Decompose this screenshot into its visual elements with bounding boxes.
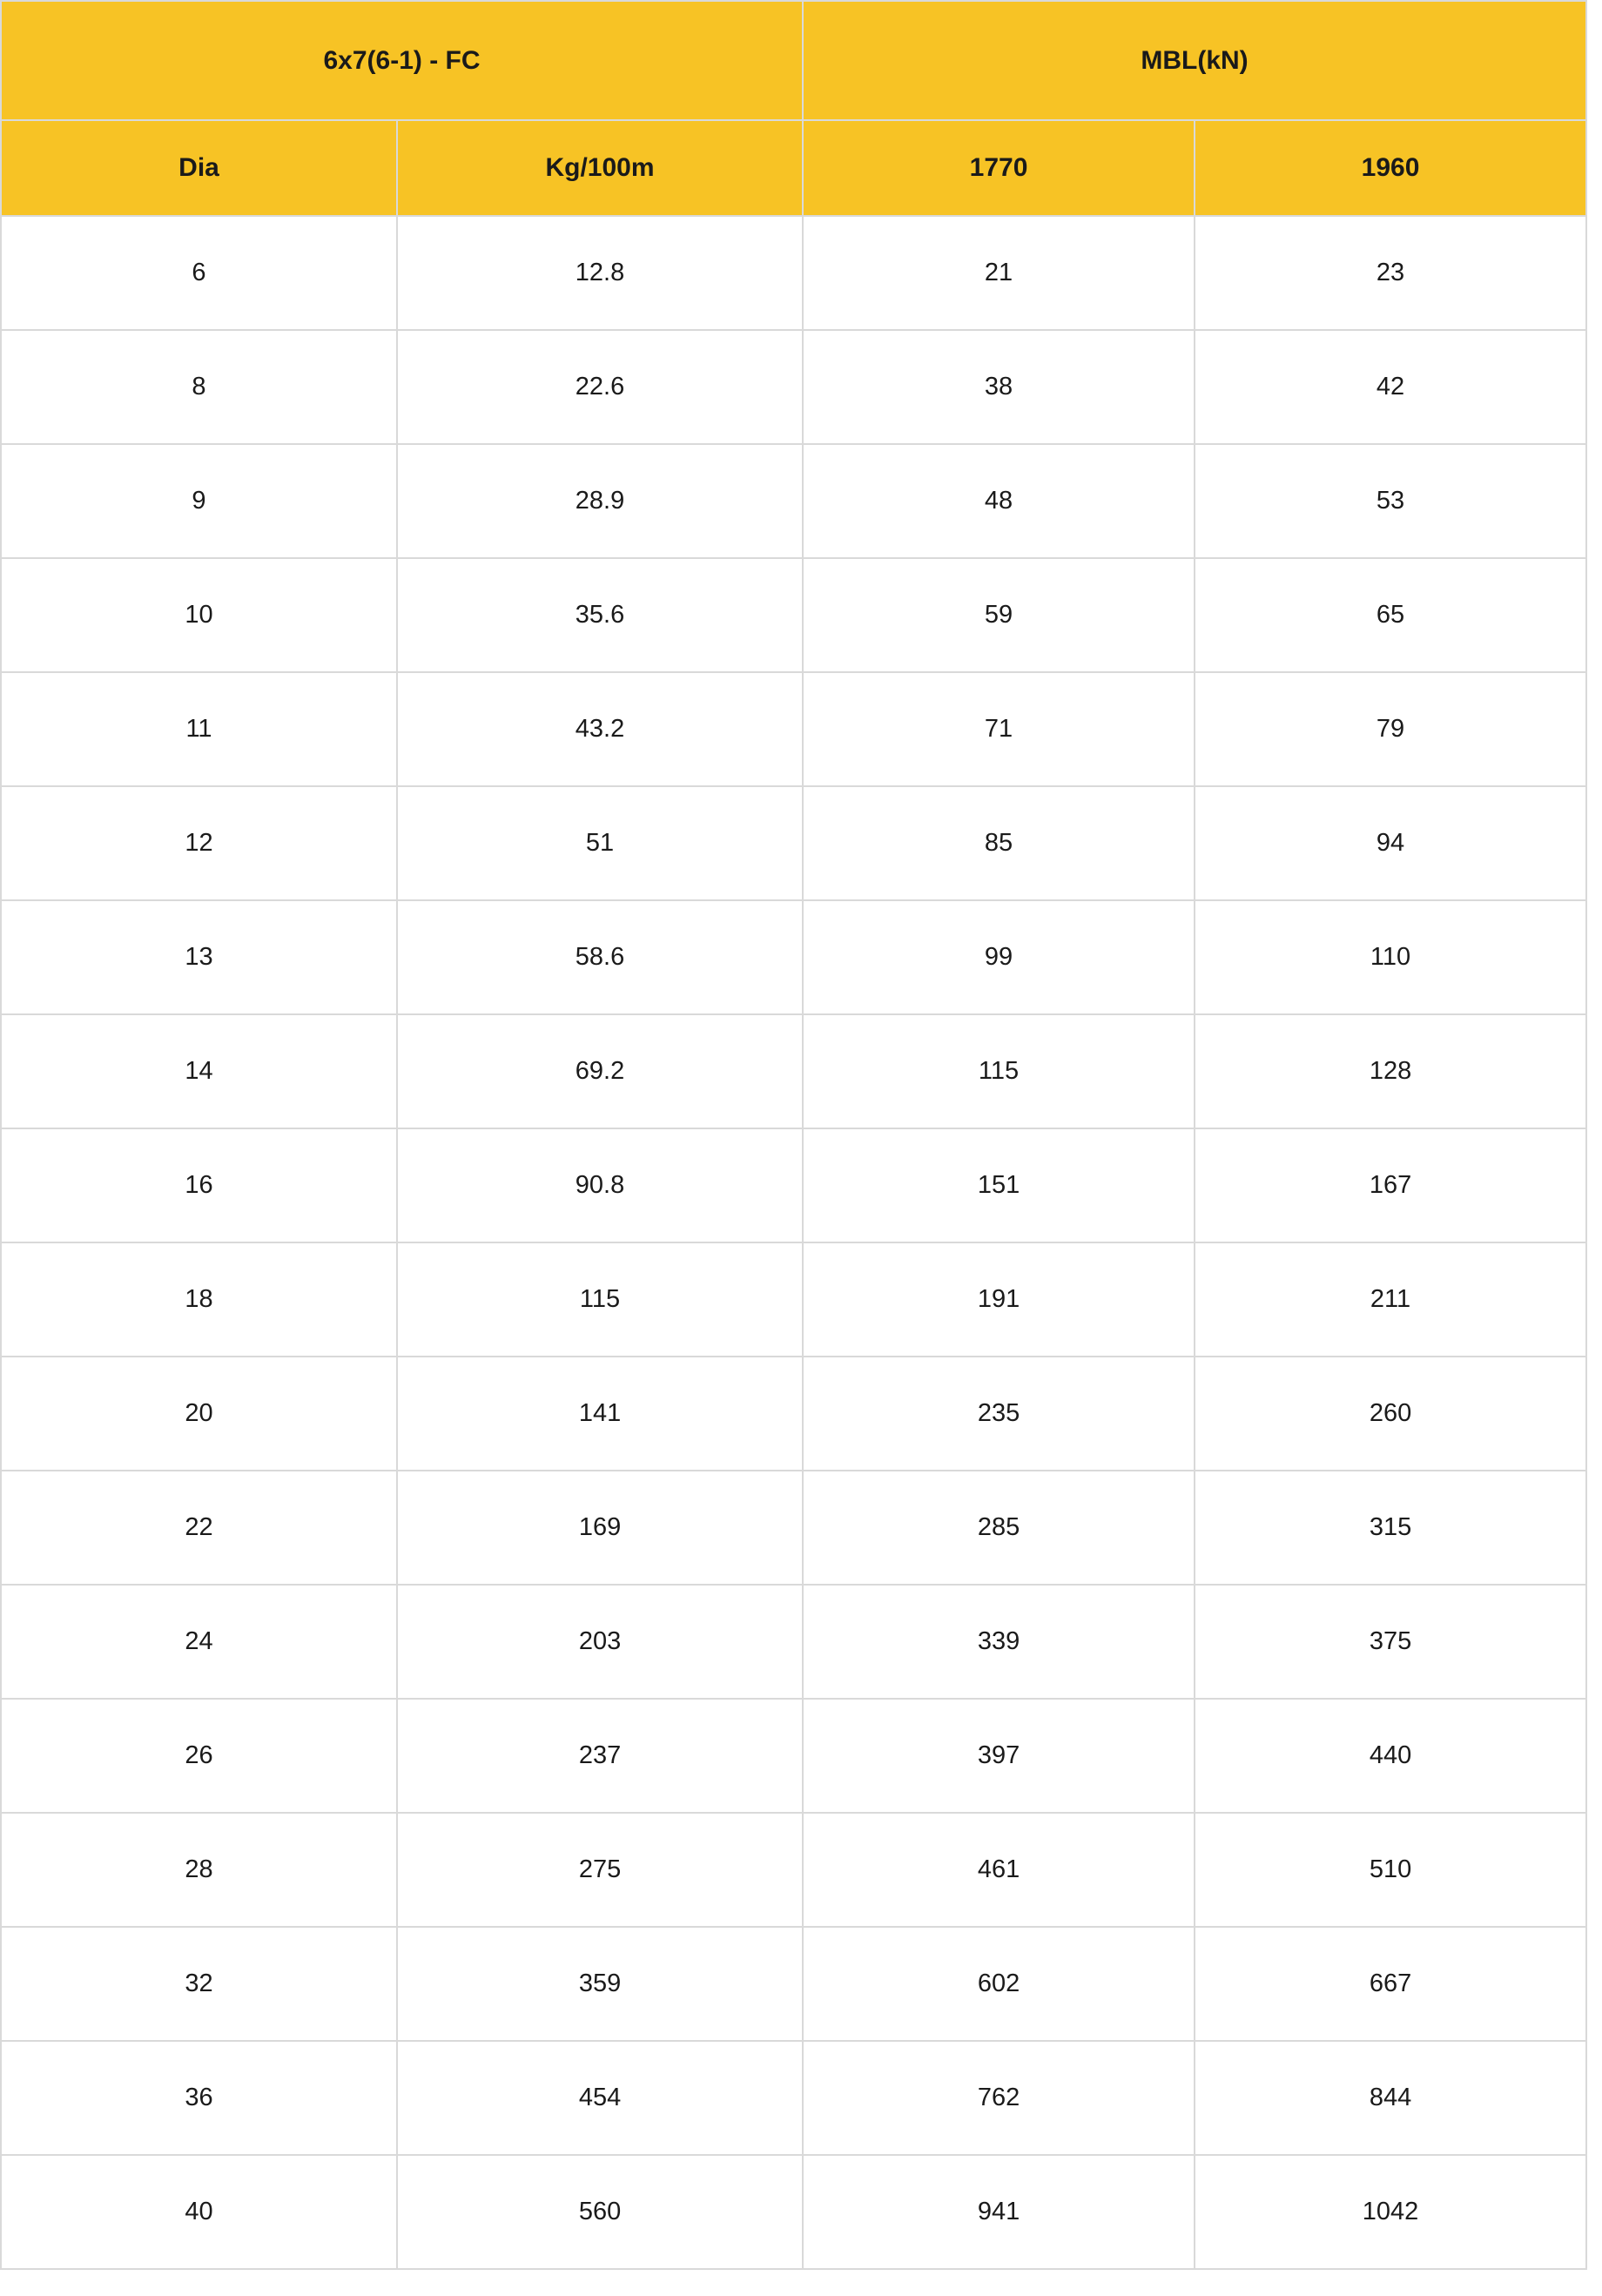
cell-mbl-1960: 510 bbox=[1195, 1813, 1586, 1927]
cell-mbl-1770: 38 bbox=[803, 330, 1195, 444]
cell-weight: 35.6 bbox=[397, 558, 803, 672]
cell-mbl-1770: 235 bbox=[803, 1357, 1195, 1471]
cell-mbl-1770: 151 bbox=[803, 1128, 1195, 1242]
table-row bbox=[1, 1471, 1586, 1585]
cell-mbl-1770: 191 bbox=[803, 1242, 1195, 1357]
table-group-header-row bbox=[1, 1, 1586, 120]
table-row bbox=[1, 330, 1586, 444]
table-row bbox=[1, 2155, 1586, 2269]
cell-mbl-1960: 440 bbox=[1195, 1699, 1586, 1813]
cell-dia: 6 bbox=[1, 216, 397, 330]
cell-mbl-1960: 315 bbox=[1195, 1471, 1586, 1585]
cell-mbl-1960: 844 bbox=[1195, 2041, 1586, 2155]
cell-weight: 359 bbox=[397, 1927, 803, 2041]
cell-mbl-1770: 71 bbox=[803, 672, 1195, 786]
cell-dia: 32 bbox=[1, 1927, 397, 2041]
table-row bbox=[1, 1128, 1586, 1242]
column-header-grade-1960: 1960 bbox=[1195, 120, 1586, 216]
table-row bbox=[1, 1813, 1586, 1927]
cell-weight: 43.2 bbox=[397, 672, 803, 786]
cell-weight: 28.9 bbox=[397, 444, 803, 558]
table-row bbox=[1, 444, 1586, 558]
cell-weight: 115 bbox=[397, 1242, 803, 1357]
cell-dia: 26 bbox=[1, 1699, 397, 1813]
group-header-mbl: MBL(kN) bbox=[803, 1, 1586, 120]
cell-mbl-1770: 59 bbox=[803, 558, 1195, 672]
cell-dia: 40 bbox=[1, 2155, 397, 2269]
cell-mbl-1960: 23 bbox=[1195, 216, 1586, 330]
cell-weight: 203 bbox=[397, 1585, 803, 1699]
cell-dia: 11 bbox=[1, 672, 397, 786]
table-row bbox=[1, 1585, 1586, 1699]
cell-weight: 169 bbox=[397, 1471, 803, 1585]
group-header-construction: 6x7(6-1) - FC bbox=[1, 1, 803, 120]
cell-weight: 69.2 bbox=[397, 1014, 803, 1128]
cell-mbl-1960: 667 bbox=[1195, 1927, 1586, 2041]
cell-weight: 22.6 bbox=[397, 330, 803, 444]
cell-dia: 10 bbox=[1, 558, 397, 672]
cell-weight: 454 bbox=[397, 2041, 803, 2155]
cell-dia: 20 bbox=[1, 1357, 397, 1471]
column-header-dia: Dia bbox=[1, 120, 397, 216]
table-column-header-row bbox=[1, 120, 1586, 216]
table-header bbox=[1, 1, 1586, 216]
cell-mbl-1960: 375 bbox=[1195, 1585, 1586, 1699]
cell-dia: 24 bbox=[1, 1585, 397, 1699]
cell-mbl-1770: 115 bbox=[803, 1014, 1195, 1128]
table-row bbox=[1, 558, 1586, 672]
cell-mbl-1960: 1042 bbox=[1195, 2155, 1586, 2269]
cell-mbl-1960: 167 bbox=[1195, 1128, 1586, 1242]
cell-weight: 237 bbox=[397, 1699, 803, 1813]
table-row bbox=[1, 1699, 1586, 1813]
cell-dia: 18 bbox=[1, 1242, 397, 1357]
cell-weight: 12.8 bbox=[397, 216, 803, 330]
cell-mbl-1960: 42 bbox=[1195, 330, 1586, 444]
cell-dia: 36 bbox=[1, 2041, 397, 2155]
cell-mbl-1770: 21 bbox=[803, 216, 1195, 330]
cell-weight: 51 bbox=[397, 786, 803, 900]
cell-mbl-1770: 285 bbox=[803, 1471, 1195, 1585]
cell-mbl-1770: 48 bbox=[803, 444, 1195, 558]
cell-mbl-1960: 79 bbox=[1195, 672, 1586, 786]
table-row bbox=[1, 1357, 1586, 1471]
cell-weight: 275 bbox=[397, 1813, 803, 1927]
cell-weight: 90.8 bbox=[397, 1128, 803, 1242]
cell-weight: 58.6 bbox=[397, 900, 803, 1014]
cell-mbl-1960: 110 bbox=[1195, 900, 1586, 1014]
cell-dia: 14 bbox=[1, 1014, 397, 1128]
cell-mbl-1770: 461 bbox=[803, 1813, 1195, 1927]
cell-mbl-1770: 85 bbox=[803, 786, 1195, 900]
cell-mbl-1960: 128 bbox=[1195, 1014, 1586, 1128]
cell-dia: 16 bbox=[1, 1128, 397, 1242]
cell-mbl-1770: 941 bbox=[803, 2155, 1195, 2269]
cell-mbl-1770: 602 bbox=[803, 1927, 1195, 2041]
table-row bbox=[1, 1014, 1586, 1128]
cell-mbl-1960: 260 bbox=[1195, 1357, 1586, 1471]
column-header-grade-1770: 1770 bbox=[803, 120, 1195, 216]
table-row bbox=[1, 216, 1586, 330]
cell-dia: 12 bbox=[1, 786, 397, 900]
cell-mbl-1770: 339 bbox=[803, 1585, 1195, 1699]
cell-dia: 28 bbox=[1, 1813, 397, 1927]
table-body bbox=[1, 216, 1586, 2269]
cell-mbl-1770: 762 bbox=[803, 2041, 1195, 2155]
table-row bbox=[1, 672, 1586, 786]
column-header-weight: Kg/100m bbox=[397, 120, 803, 216]
cell-mbl-1770: 99 bbox=[803, 900, 1195, 1014]
cell-mbl-1770: 397 bbox=[803, 1699, 1195, 1813]
cell-mbl-1960: 94 bbox=[1195, 786, 1586, 900]
table-row bbox=[1, 786, 1586, 900]
table-row bbox=[1, 1927, 1586, 2041]
table-row bbox=[1, 2041, 1586, 2155]
cell-weight: 141 bbox=[397, 1357, 803, 1471]
cell-mbl-1960: 211 bbox=[1195, 1242, 1586, 1357]
table-row bbox=[1, 1242, 1586, 1357]
cell-mbl-1960: 65 bbox=[1195, 558, 1586, 672]
cell-dia: 13 bbox=[1, 900, 397, 1014]
cell-dia: 8 bbox=[1, 330, 397, 444]
cell-dia: 9 bbox=[1, 444, 397, 558]
cell-weight: 560 bbox=[397, 2155, 803, 2269]
cell-mbl-1960: 53 bbox=[1195, 444, 1586, 558]
table-row bbox=[1, 900, 1586, 1014]
cell-dia: 22 bbox=[1, 1471, 397, 1585]
